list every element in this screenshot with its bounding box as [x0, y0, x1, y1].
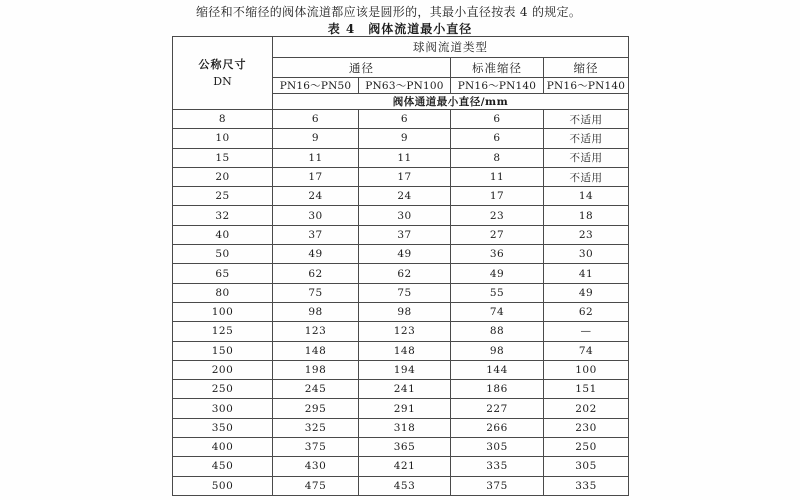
value-cell-standard-reduced: 88 — [451, 322, 544, 341]
dn-cell: 40 — [173, 225, 273, 244]
table-title: 表 4 阀体流道最小直径 — [327, 22, 473, 36]
value-cell-standard-reduced: 186 — [451, 380, 544, 399]
dn-cell: 100 — [173, 302, 273, 321]
dn-cell: 300 — [173, 399, 273, 418]
min-bore-table — [172, 36, 629, 496]
value-cell-standard-reduced: 8 — [451, 148, 544, 167]
value-cell-reduced: 335 — [544, 476, 629, 495]
value-cell-full-bore-pn63-100: 17 — [359, 167, 451, 186]
dn-cell: 150 — [173, 341, 273, 360]
table-row — [173, 380, 629, 399]
table-row — [173, 322, 629, 341]
value-cell-full-bore-pn16-50: 295 — [273, 399, 359, 418]
dn-header-symbol: DN — [213, 75, 232, 88]
value-cell-full-bore-pn63-100: 11 — [359, 148, 451, 167]
dn-cell: 50 — [173, 245, 273, 264]
value-cell-full-bore-pn63-100: 453 — [359, 476, 451, 495]
value-cell-full-bore-pn63-100: 37 — [359, 225, 451, 244]
value-cell-full-bore-pn63-100: 6 — [359, 110, 451, 129]
value-cell-reduced: 41 — [544, 264, 629, 283]
table-row — [173, 129, 629, 148]
value-cell-standard-reduced: 227 — [451, 399, 544, 418]
value-cell-standard-reduced: 6 — [451, 129, 544, 148]
value-cell-standard-reduced: 266 — [451, 418, 544, 437]
value-cell-reduced: 62 — [544, 302, 629, 321]
value-cell-standard-reduced: 98 — [451, 341, 544, 360]
value-cell-full-bore-pn16-50: 475 — [273, 476, 359, 495]
value-cell-reduced: 250 — [544, 438, 629, 457]
type-header-reduced: 缩径 — [544, 58, 629, 78]
dn-cell: 10 — [173, 129, 273, 148]
value-cell-standard-reduced: 305 — [451, 438, 544, 457]
value-cell-full-bore-pn63-100: 194 — [359, 360, 451, 379]
value-cell-full-bore-pn16-50: 30 — [273, 206, 359, 225]
dn-cell: 350 — [173, 418, 273, 437]
dn-cell: 450 — [173, 457, 273, 476]
dn-cell: 25 — [173, 187, 273, 206]
value-cell-reduced: 不适用 — [544, 110, 629, 129]
table-row — [173, 264, 629, 283]
value-cell-full-bore-pn63-100: 9 — [359, 129, 451, 148]
dn-cell: 32 — [173, 206, 273, 225]
value-cell-reduced: — — [544, 322, 629, 341]
type-header-full-bore: 通径 — [273, 58, 451, 78]
value-cell-standard-reduced: 335 — [451, 457, 544, 476]
dn-cell: 8 — [173, 110, 273, 129]
value-cell-standard-reduced: 6 — [451, 110, 544, 129]
value-cell-reduced: 49 — [544, 283, 629, 302]
dn-cell: 125 — [173, 322, 273, 341]
value-cell-standard-reduced: 49 — [451, 264, 544, 283]
value-cell-reduced: 74 — [544, 341, 629, 360]
value-cell-reduced: 100 — [544, 360, 629, 379]
table-row — [173, 399, 629, 418]
table-row — [173, 302, 629, 321]
table-row — [173, 457, 629, 476]
value-cell-full-bore-pn63-100: 24 — [359, 187, 451, 206]
unit-row-label: 阀体通道最小直径/mm — [273, 94, 629, 110]
table-row — [173, 148, 629, 167]
value-cell-reduced: 30 — [544, 245, 629, 264]
value-cell-full-bore-pn63-100: 123 — [359, 322, 451, 341]
value-cell-reduced: 18 — [544, 206, 629, 225]
value-cell-standard-reduced: 17 — [451, 187, 544, 206]
value-cell-full-bore-pn63-100: 318 — [359, 418, 451, 437]
value-cell-standard-reduced: 36 — [451, 245, 544, 264]
value-cell-full-bore-pn63-100: 148 — [359, 341, 451, 360]
value-cell-reduced: 151 — [544, 380, 629, 399]
value-cell-standard-reduced: 55 — [451, 283, 544, 302]
flow-type-group-header: 球阀流道类型 — [273, 37, 629, 58]
pn-header-1: PN16～PN50 — [273, 78, 359, 94]
value-cell-full-bore-pn16-50: 148 — [273, 341, 359, 360]
value-cell-reduced: 23 — [544, 225, 629, 244]
value-cell-reduced: 不适用 — [544, 167, 629, 186]
value-cell-standard-reduced: 74 — [451, 302, 544, 321]
table-row — [173, 341, 629, 360]
dn-header-cell — [173, 37, 273, 110]
pn-header-2: PN63～PN100 — [359, 78, 451, 94]
value-cell-standard-reduced: 11 — [451, 167, 544, 186]
table-row — [173, 187, 629, 206]
value-cell-full-bore-pn16-50: 24 — [273, 187, 359, 206]
value-cell-full-bore-pn16-50: 123 — [273, 322, 359, 341]
value-cell-reduced: 不适用 — [544, 129, 629, 148]
value-cell-full-bore-pn16-50: 6 — [273, 110, 359, 129]
value-cell-full-bore-pn16-50: 11 — [273, 148, 359, 167]
value-cell-full-bore-pn16-50: 245 — [273, 380, 359, 399]
value-cell-full-bore-pn16-50: 17 — [273, 167, 359, 186]
dn-cell: 15 — [173, 148, 273, 167]
value-cell-full-bore-pn63-100: 241 — [359, 380, 451, 399]
dn-cell: 80 — [173, 283, 273, 302]
value-cell-full-bore-pn63-100: 49 — [359, 245, 451, 264]
value-cell-full-bore-pn16-50: 49 — [273, 245, 359, 264]
pn-header-3: PN16～PN140 — [451, 78, 544, 94]
value-cell-reduced: 不适用 — [544, 148, 629, 167]
dn-cell: 65 — [173, 264, 273, 283]
value-cell-standard-reduced: 23 — [451, 206, 544, 225]
pn-header-4: PN16～PN140 — [544, 78, 629, 94]
value-cell-full-bore-pn63-100: 62 — [359, 264, 451, 283]
value-cell-full-bore-pn16-50: 325 — [273, 418, 359, 437]
value-cell-full-bore-pn16-50: 98 — [273, 302, 359, 321]
value-cell-full-bore-pn63-100: 365 — [359, 438, 451, 457]
table-row — [173, 476, 629, 495]
table-row — [173, 206, 629, 225]
value-cell-full-bore-pn63-100: 98 — [359, 302, 451, 321]
table-row — [173, 438, 629, 457]
table-row — [173, 245, 629, 264]
intro-text: 缩径和不缩径的阀体流道都应该是圆形的，其最小直径按表 4 的规定。 — [196, 5, 582, 19]
value-cell-full-bore-pn16-50: 9 — [273, 129, 359, 148]
value-cell-standard-reduced: 375 — [451, 476, 544, 495]
table-row — [173, 283, 629, 302]
value-cell-standard-reduced: 27 — [451, 225, 544, 244]
value-cell-full-bore-pn63-100: 30 — [359, 206, 451, 225]
value-cell-full-bore-pn63-100: 291 — [359, 399, 451, 418]
value-cell-full-bore-pn16-50: 430 — [273, 457, 359, 476]
value-cell-full-bore-pn63-100: 421 — [359, 457, 451, 476]
value-cell-reduced: 230 — [544, 418, 629, 437]
table-body — [173, 110, 629, 496]
value-cell-full-bore-pn16-50: 375 — [273, 438, 359, 457]
dn-cell: 20 — [173, 167, 273, 186]
value-cell-reduced: 305 — [544, 457, 629, 476]
table-row — [173, 225, 629, 244]
table-row — [173, 360, 629, 379]
table-row — [173, 110, 629, 129]
header-row-group — [173, 37, 629, 58]
dn-header-label: 公称尺寸 — [198, 57, 247, 71]
value-cell-reduced: 202 — [544, 399, 629, 418]
value-cell-full-bore-pn63-100: 75 — [359, 283, 451, 302]
value-cell-full-bore-pn16-50: 75 — [273, 283, 359, 302]
dn-cell: 400 — [173, 438, 273, 457]
value-cell-standard-reduced: 144 — [451, 360, 544, 379]
type-header-standard-reduced: 标准缩径 — [451, 58, 544, 78]
table-row — [173, 167, 629, 186]
value-cell-full-bore-pn16-50: 62 — [273, 264, 359, 283]
value-cell-full-bore-pn16-50: 37 — [273, 225, 359, 244]
dn-cell: 500 — [173, 476, 273, 495]
value-cell-reduced: 14 — [544, 187, 629, 206]
dn-cell: 200 — [173, 360, 273, 379]
value-cell-full-bore-pn16-50: 198 — [273, 360, 359, 379]
dn-cell: 250 — [173, 380, 273, 399]
table-row — [173, 418, 629, 437]
